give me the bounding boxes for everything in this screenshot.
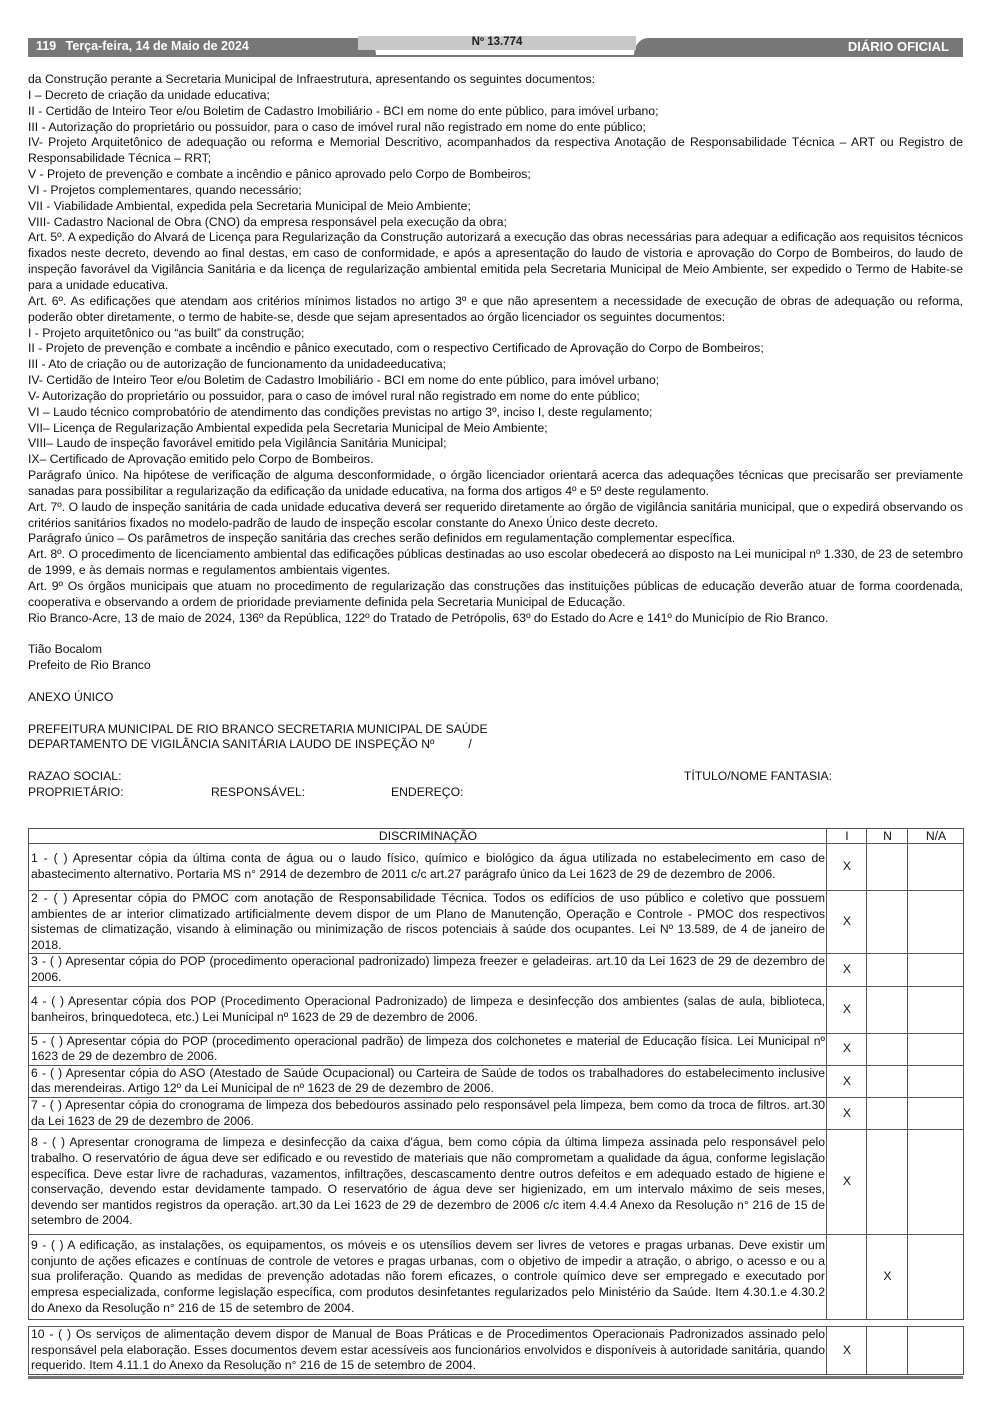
header-rule <box>28 55 963 57</box>
mark-na <box>908 954 964 986</box>
table-row <box>29 1327 964 1375</box>
article-8: Art. 8º. O procedimento de licenciamento ambiental das edificações públicas destinadas ao uso escolar obedecerá ao disposto na Lei municipal nº 1.330, de 23 de setembro de 1999, e às demais normas e regulamentos ambientais vigentes. <box>28 547 963 578</box>
mark-n <box>867 891 908 954</box>
form-fields-row-2 <box>28 785 963 801</box>
mark-i: X <box>827 1033 867 1065</box>
mark-n <box>867 1097 908 1129</box>
page-header <box>28 36 963 56</box>
row-text: 8 - ( ) Apresentar cronograma de limpeza e desinfecção da caixa d'água, bem como cópia da última limpeza assinada pelo responsável pelo trabalho. O reservatório de água deve ser edificado e ou revestido de materiais que não comprometam a qualidade da água, conforme legislação específica. Deve estar livre de rachaduras, vazamentos, infiltrações, descascamento dentre outros defeitos e em adequado estado de higiene e conservação, devendo estar devidamente tampado. O reservatório de água deve ser higienizado, em um intervalo máximo de seis meses, devendo ser mantidos registros da operação. art.30 da Lei 1623 de 29 de dezembro de 2006 c/c item 4.4.4 Anexo da Resolução n° 216 de 15 de setembro de 2004. <box>29 1130 827 1235</box>
mark-i: X <box>827 1065 867 1097</box>
mark-n <box>867 844 908 891</box>
list1-item: III - Autorização do proprietário ou possuidor, para o caso de imóvel rural não registrado em nome do ente público; <box>28 119 646 134</box>
mark-n <box>867 1327 908 1375</box>
table-row <box>29 986 964 1033</box>
mark-na <box>908 1065 964 1097</box>
publication-name: DIÁRIO OFICIAL <box>650 38 963 55</box>
row-text: 5 - ( ) Apresentar cópia do POP (procedimento operacional padrão) de limpeza dos colchonetes e material de Educação física. Lei Municipal nº 1623 de 29 de dezembro de 2006. <box>29 1033 827 1065</box>
table-row <box>29 954 964 986</box>
article-6: Art. 6º. As edificações que atendam aos critérios mínimos listados no artigo 3º e que não apresentem a necessidade de execução de obras de adequação ou reforma, poderão obter diretamente, o termo de habite-se, desde que sejam apresentados ao órgão licenciador os seguintes documentos: <box>28 293 963 324</box>
mark-i: X <box>827 891 867 954</box>
table-separator <box>29 1320 964 1327</box>
header-date: Terça-feira, 14 de Maio de 2024 <box>65 39 249 53</box>
list2-item: VII– Licença de Regularização Ambiental expedida pela Secretaria Municipal de Meio Ambiente; <box>28 420 548 435</box>
signer-name: Tião Bocalom <box>28 642 103 657</box>
paragraph-unico-7: Parágrafo único – Os parâmetros de inspeção sanitária das creches serão definidos em regulamentação complementar específica. <box>28 531 736 546</box>
mark-na <box>908 1235 964 1320</box>
row-text: 3 - ( ) Apresentar cópia do POP (procedimento operacional padronizado) limpeza freezer e geladeiras. art.10 da Lei 1623 de 29 de dezembro de 2006. <box>29 954 827 986</box>
paragraph-unico-6: Parágrafo único. Na hipótese de verificação de alguma desconformidade, o órgão licenciador orientará acerca das adequações técnicas que precisarão ser previamente sanadas para possibilitar a regularização da edificação da unidade educativa, na forma dos artigos 4º e 5º deste regulamento. <box>28 468 963 498</box>
list2-item: I - Projeto arquitetônico ou “as built” da construção; <box>28 325 305 340</box>
issue-number: Nº 13.774 <box>358 36 636 50</box>
page-number: 119 <box>36 39 57 53</box>
mark-i: X <box>827 844 867 891</box>
table-row <box>29 1033 964 1065</box>
header-i: I <box>827 829 867 844</box>
mark-na <box>908 986 964 1033</box>
annex-title: ANEXO ÚNICO <box>28 689 114 704</box>
mark-na <box>908 1327 964 1375</box>
article-9: Art. 9º Os órgãos municipais que atuam no procedimento de regularização das construções das instituições públicas de educação deverão atuar de forma coordenada, cooperativa e observando a ordem de prioridade previamente definida pela Secretaria Municipal de Educação. <box>28 579 963 609</box>
list1-item: VII - Viabilidade Ambiental, expedida pela Secretaria Municipal de Meio Ambiente; <box>28 198 471 213</box>
table-row <box>29 1130 964 1235</box>
table-row <box>29 891 964 954</box>
list1-item: II - Certidão de Inteiro Teor e/ou Boletim de Cadastro Imobiliário - BCI em nome do ente público, para imóvel urbano; <box>28 103 659 118</box>
list2-item: III - Ato de criação ou de autorização de funcionamento da unidadeeducativa; <box>28 357 447 372</box>
table-row <box>29 844 964 891</box>
field-proprietario: PROPRIETÁRIO: <box>28 784 124 799</box>
list1-item: VIII- Cadastro Nacional de Obra (CNO) da empresa responsável pela execução da obra; <box>28 214 507 229</box>
article-7: Art. 7º. O laudo de inspeção sanitária de cada unidade educativa deverá ser requerido diretamente ao órgão de vigilância sanitária municipal, que o expedirá observando os critérios sanitários fixados no modelo-padrão de laudo de inspeção escolar constante do Anexo Único deste decreto. <box>28 499 963 530</box>
org-line-2: DEPARTAMENTO DE VIGILÂNCIA SANITÁRIA LAUDO DE INSPEÇÃO Nº / <box>28 737 472 752</box>
row-text: 7 - ( ) Apresentar cópia do cronograma de limpeza dos bebedouros assinado pelo responsável pela limpeza, bem como da troca de filtros. art.30 da Lei 1623 de 29 de dezembro de 2006. <box>29 1097 827 1129</box>
row-text: 6 - ( ) Apresentar cópia do ASO (Atestado de Saúde Ocupacional) ou Carteira de Saúde de todos os trabalhadores do estabelecimento inclusive das merendeiras. Artigo 12º da Lei Municipal de nº 1623 de 29 de dezembro de 2006. <box>29 1065 827 1097</box>
mark-na <box>908 1130 964 1235</box>
mark-n <box>867 954 908 986</box>
inspection-table <box>28 828 964 1375</box>
mark-i: X <box>827 1130 867 1235</box>
mark-i: X <box>827 986 867 1033</box>
table-row <box>29 1097 964 1129</box>
mark-n <box>867 1033 908 1065</box>
mark-i <box>827 1235 867 1320</box>
place-and-date: Rio Branco-Acre, 13 de maio de 2024, 136º da República, 122º do Tratado de Petrópolis, 63º do Estado do Acre e 141º do Município de Rio Branco. <box>28 610 829 625</box>
list1-item: VI - Projetos complementares, quando necessário; <box>28 182 302 197</box>
row-text: 2 - ( ) Apresentar cópia do PMOC com anotação de Responsabilidade Técnica. Todos os edifícios de uso público e coletivo que possuem ambientes de ar interior climatizado artificialmente devem dispor de um Plano de Manutenção, Operação e Controle - PMOC dos respectivos sistemas de climatização, visando à eliminação ou minimização de riscos potenciais à saúde dos ocupantes. Lei Nº 13.589, de 4 de janeiro de 2018. <box>29 891 827 954</box>
mark-na <box>908 891 964 954</box>
mark-na <box>908 1097 964 1129</box>
row-text: 10 - ( ) Os serviços de alimentação devem dispor de Manual de Boas Práticas e de Procedimentos Operacionais Padronizados assinado pelo responsável pela elaboração. Esses documentos devem estar acessíveis aos funcionários envolvidos e disponíveis à autoridade sanitária, quando requerido. Item 4.11.1 do Anexo da Resolução n° 216 de 15 de setembro de 2004. <box>29 1327 827 1375</box>
mark-i: X <box>827 954 867 986</box>
table-header-row <box>29 829 964 844</box>
field-nome-fantasia: TÍTULO/NOME FANTASIA: <box>683 769 832 784</box>
org-line-1: PREFEITURA MUNICIPAL DE RIO BRANCO SECRETARIA MUNICIPAL DE SAÚDE <box>28 721 488 736</box>
table-row <box>29 1235 964 1320</box>
list2-item: VI – Laudo técnico comprobatório de atendimento das condições previstas no artigo 3º, inciso I, deste regulamento; <box>28 404 653 419</box>
mark-n: X <box>867 1235 908 1320</box>
list2-item: VIII– Laudo de inspeção favorável emitido pela Vigilância Sanitária Municipal; <box>28 436 447 451</box>
row-text: 1 - ( ) Apresentar cópia da última conta de água ou o laudo físico, químico e biológico da água utilizada no estabelecimento em caso de abastecimento alternativo. Portaria MS n° 2914 de dezembro de 2011 c/c art.27 parágrafo único da Lei 1623 de 29 de dezembro de 2006. <box>29 844 827 891</box>
mark-n <box>867 986 908 1033</box>
list2-item: II - Projeto de prevenção e combate a incêndio e pânico executado, com o respectivo Certificado de Aprovação do Corpo de Bombeiros; <box>28 341 764 356</box>
document-body <box>28 72 963 801</box>
list2-item: V- Autorização do proprietário ou possuidor, para o caso de imóvel rural não registrado em nome do ente público; <box>28 388 640 403</box>
mark-na <box>908 844 964 891</box>
list1-item: IV- Projeto Arquitetônico de adequação ou reforma e Memorial Descritivo, acompanhados da respectiva Anotação de Responsabilidade Técnica – ART ou Registro de Responsabilidade Técnica – RRT; <box>28 135 963 166</box>
mark-i: X <box>827 1097 867 1129</box>
list1-item: I – Decreto de criação da unidade educativa; <box>28 87 270 102</box>
signer-title: Prefeito de Rio Branco <box>28 658 151 673</box>
article-5: Art. 5º. A expedição do Alvará de Licença para Regularização da Construção autorizará a execução das obras necessárias para adequar a edificação aos requisitos técnicos fixados neste decreto, devendo ao final destas, em caso de conformidade, e após a apresentação do laudo de vistoria e aprovação do Corpo de Bombeiros, do laudo de inspeção favorável da Vigilância Sanitária e da licença de regularização ambiental emitida pela Secretaria Municipal de Meio Ambiente, ser expedido o Termo de Habite-se para a unidade educativa. <box>28 230 963 292</box>
form-fields-row-1 <box>28 769 963 785</box>
mark-i: X <box>827 1327 867 1375</box>
row-text: 4 - ( ) Apresentar cópia dos POP (Procedimento Operacional Padronizado) de limpeza e desinfecção dos ambientes (salas de aula, biblioteca, banheiros, brinquedoteca, etc.) Lei Municipal nº 1623 de 29 de dezembro de 2006. <box>29 986 827 1033</box>
header-discriminacao: DISCRIMINAÇÃO <box>29 829 827 844</box>
field-responsavel: RESPONSÁVEL: <box>211 784 306 799</box>
header-na: N/A <box>908 829 964 844</box>
list2-item: IX– Certificado de Aprovação emitido pelo Corpo de Bombeiros. <box>28 452 374 467</box>
field-razao-social: RAZAO SOCIAL: <box>28 769 122 784</box>
list2-item: IV- Certidão de Inteiro Teor e/ou Boletim de Cadastro Imobiliário - BCI em nome do ente público, para imóvel urbano; <box>28 373 660 388</box>
mark-na <box>908 1033 964 1065</box>
mark-n <box>867 1065 908 1097</box>
header-n: N <box>867 829 908 844</box>
footer-rule <box>28 1376 963 1379</box>
mark-n <box>867 1130 908 1235</box>
table-row <box>29 1065 964 1097</box>
row-text: 9 - ( ) A edificação, as instalações, os equipamentos, os móveis e os utensílios devem ser livres de vetores e pragas urbanas. Deve existir um conjunto de ações eficazes e contínuas de controle de vetores e pragas urbanas, com o objetivo de impedir a atração, o abrigo, o acesso e ou a sua proliferação. Quando as medidas de prevenção adotadas não forem eficazes, o controle químico deve ser empregado e executado por empresa especializada, conforme legislação específica, com produtos desinfetantes regularizados pelo Ministério da Saúde. Item 4.30.1.e 4.30.2 do Anexo da Resolução n° 216 de 15 de setembro de 2004. <box>29 1235 827 1320</box>
intro-paragraph: da Construção perante a Secretaria Municipal de Infraestrutura, apresentando os seguintes documentos: <box>28 72 596 86</box>
field-endereco: ENDEREÇO: <box>391 784 464 799</box>
list1-item: V - Projeto de prevenção e combate a incêndio e pânico aprovado pelo Corpo de Bombeiros; <box>28 167 531 182</box>
header-left-band <box>28 38 358 55</box>
